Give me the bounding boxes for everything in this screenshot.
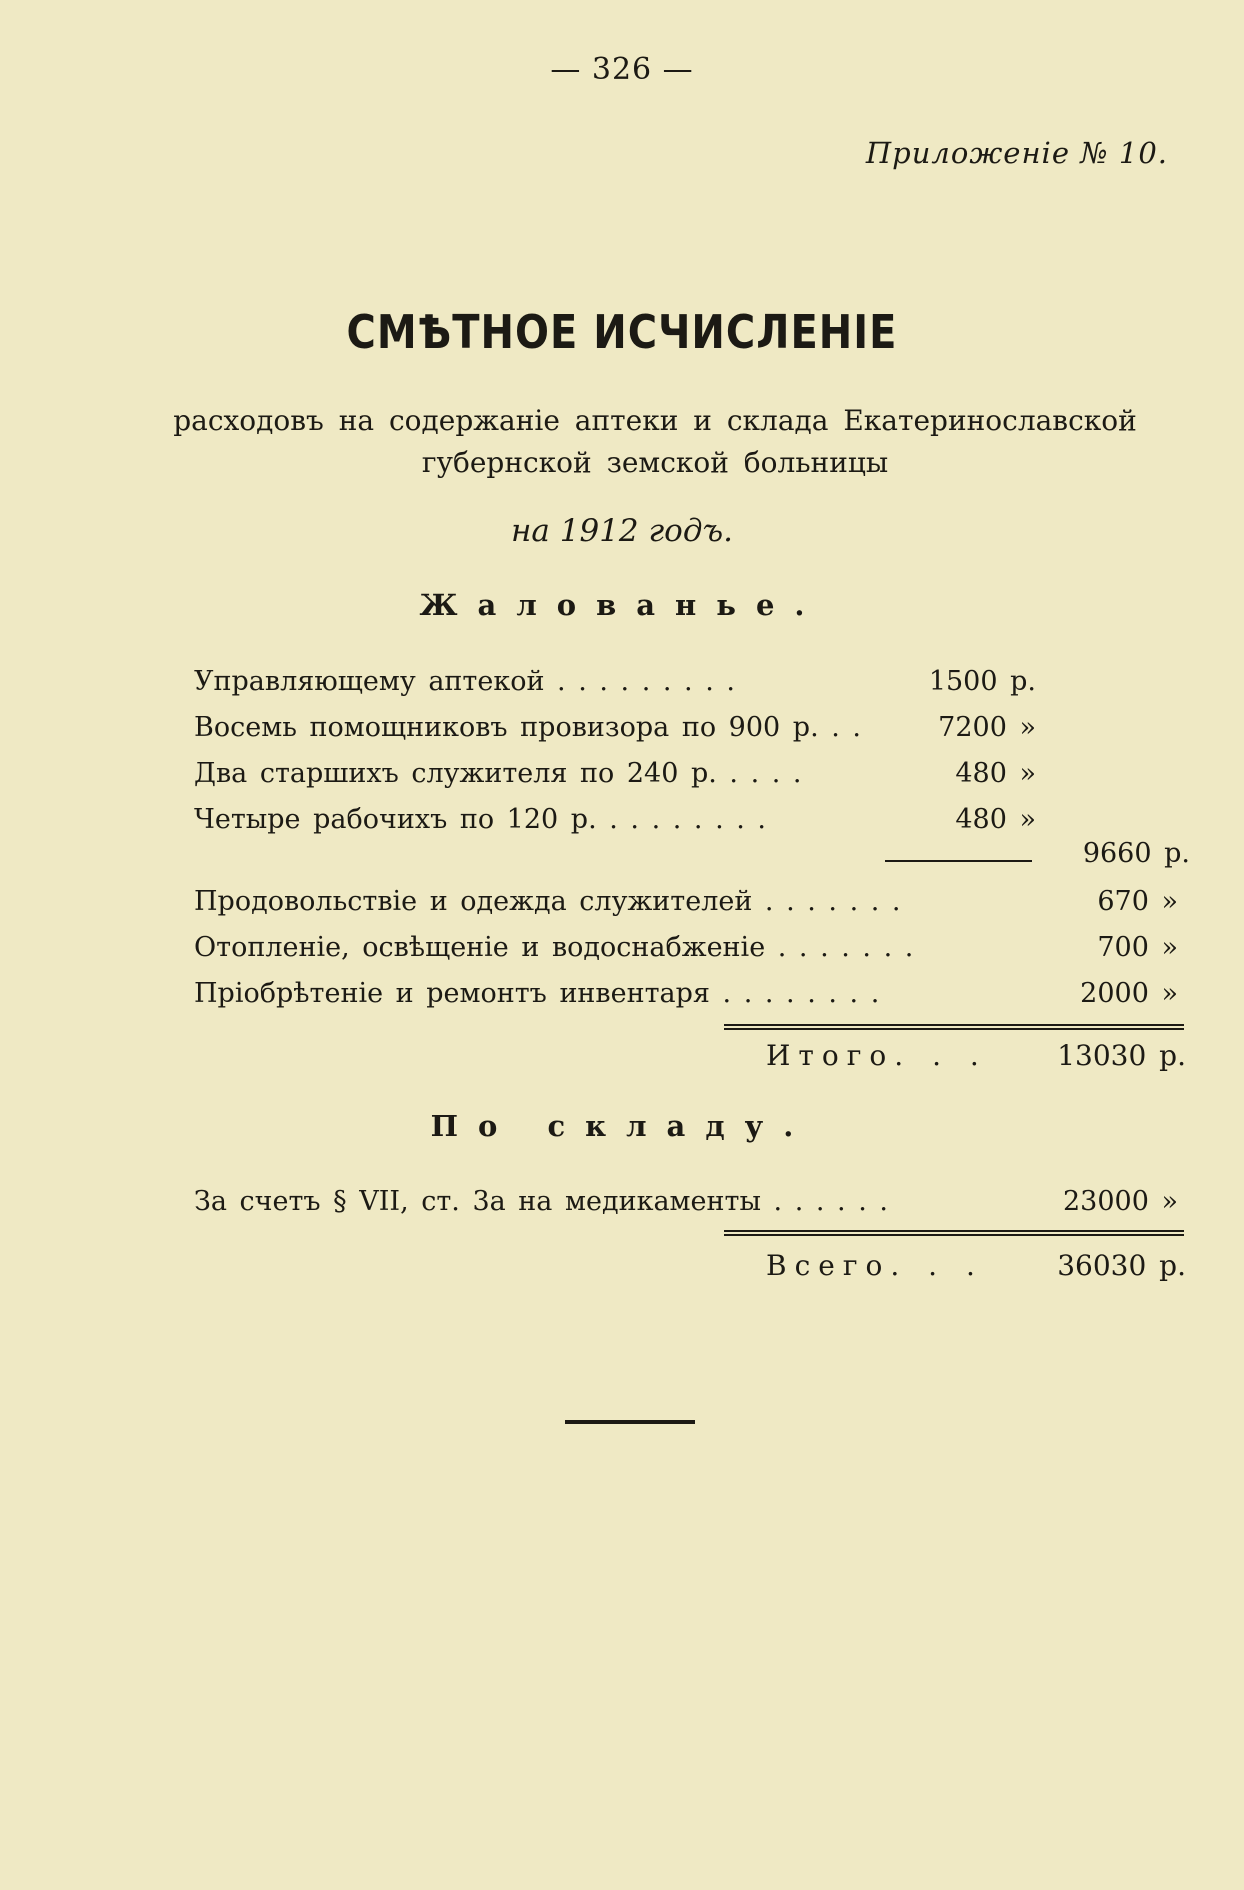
expense-row-amount: 700 » [1097, 932, 1178, 963]
grand-total-row [766, 1246, 1186, 1286]
expense-row [194, 882, 1178, 922]
closing-rule [565, 1420, 695, 1424]
warehouse-row-amount: 23000 » [1063, 1186, 1178, 1217]
salary-row-amount: 7200 » [938, 712, 1036, 743]
salary-row [194, 754, 1036, 794]
expense-row [194, 928, 1178, 968]
total-label: Итого. . . [766, 1039, 987, 1072]
salary-row-label: Два старшихъ служителя по 240 р. . . . . [194, 758, 802, 789]
page-number: — 326 — [550, 52, 694, 87]
expense-row-label: Продовольствіе и одежда служителей . . . . . . . [194, 886, 901, 917]
total-amount: 13030 р. [1057, 1039, 1186, 1072]
total-rule-double [724, 1028, 1184, 1030]
salary-row-amount: 480 » [955, 804, 1036, 835]
grand-total-rule [724, 1230, 1184, 1232]
total-rule [724, 1024, 1184, 1026]
expense-row [194, 974, 1178, 1014]
grand-total-rule-double [724, 1234, 1184, 1236]
salary-row-label: Управляющему аптекой . . . . . . . . . [194, 666, 735, 697]
salary-row-label: Четыре рабочихъ по 120 р. . . . . . . . . [194, 804, 766, 835]
expense-row-amount: 2000 » [1080, 978, 1178, 1009]
salary-row [194, 708, 1036, 748]
warehouse-section-heading: По складу. [430, 1109, 814, 1143]
salary-row-label: Восемь помощниковъ провизора по 900 р. . . [194, 712, 861, 743]
expense-row-amount: 670 » [1097, 886, 1178, 917]
warehouse-row [194, 1182, 1178, 1222]
grand-total-label: Всего. . . [766, 1249, 983, 1282]
salary-row [194, 662, 1036, 702]
grand-total-amount: 36030 р. [1057, 1249, 1186, 1282]
salary-subtotal-row [194, 834, 1190, 874]
salary-row-amount: 480 » [955, 758, 1036, 789]
document-title: СМѢТНОЕ ИСЧИСЛЕНІЕ [346, 306, 898, 360]
document-year: на 1912 годъ. [511, 513, 733, 549]
appendix-label: Приложеніе № 10. [865, 136, 1168, 170]
salary-subtotal: 9660 р. [1082, 838, 1190, 869]
expense-row-label: Отопленіе, освѣщеніе и водоснабженіе . . . . . . . [194, 932, 914, 963]
warehouse-row-label: За счетъ § VII, ст. 3а на медикаменты . . . . . . [194, 1186, 888, 1217]
salary-section-heading: Жалованье. [419, 588, 825, 622]
salary-row-amount: 1500 р. [928, 666, 1036, 697]
document-subtitle: расходовъ на содержаніе аптеки и склада Екатеринославской губернской земской больницы [173, 404, 1137, 479]
expense-row-label: Пріобрѣтеніе и ремонтъ инвентаря . . . . . . . . [194, 978, 880, 1009]
salary-total-row [766, 1036, 1186, 1076]
